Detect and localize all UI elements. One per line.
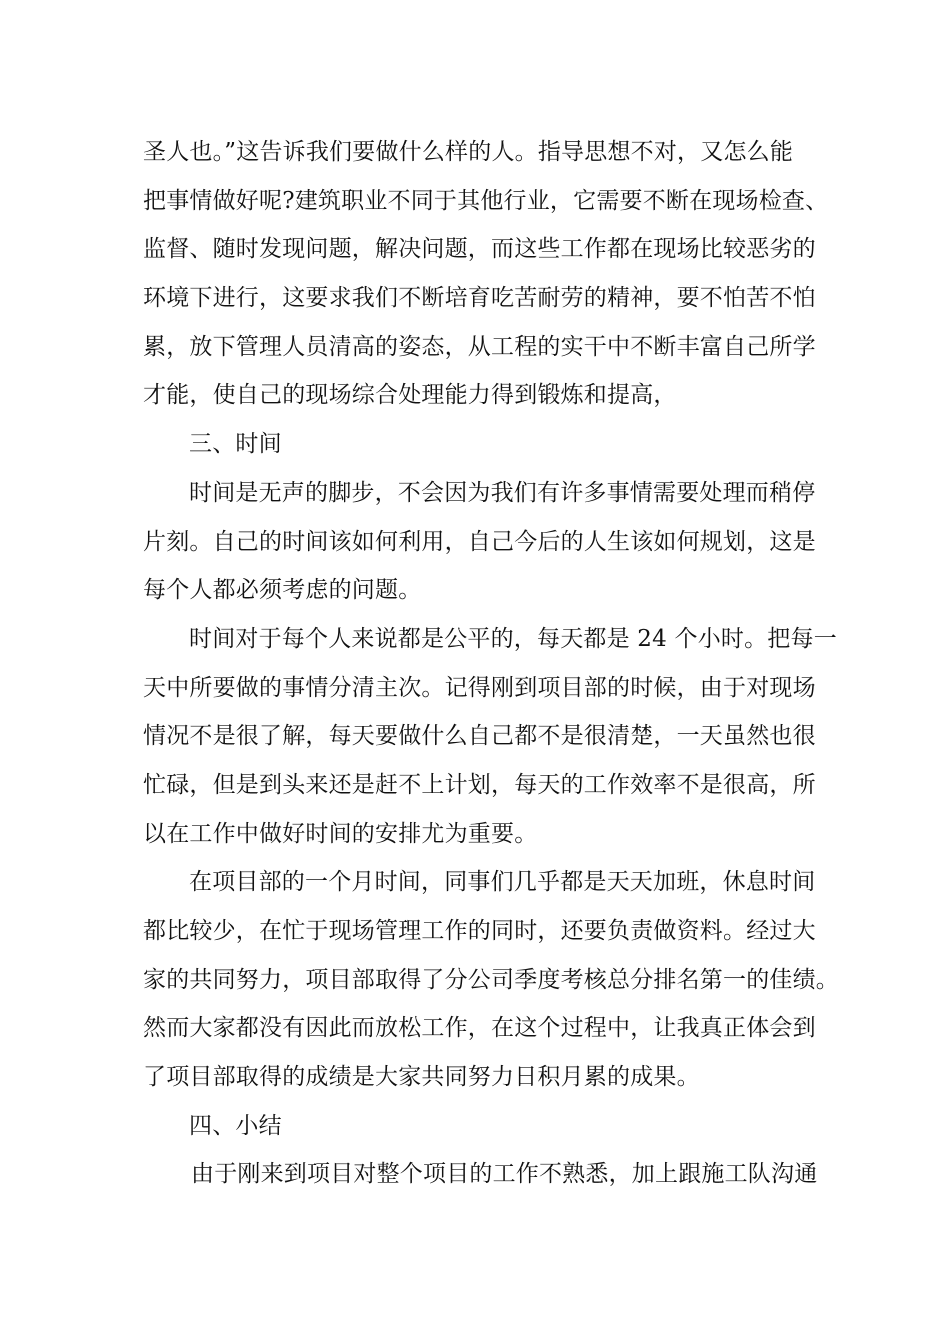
body-line: 才能，使自己的现场综合处理能力得到锻炼和提高，	[143, 382, 677, 409]
body-line: 累，放下管理人员清高的姿态，从工程的实干中不断丰富自己所学	[143, 333, 816, 360]
body-line: 每个人都必须考虑的问题。	[143, 577, 422, 604]
paragraph-first-line: 时间对于每个人来说都是公平的，每天都是 24 个小时。把每一	[189, 625, 837, 652]
body-line: 天中所要做的事情分清主次。记得刚到项目部的时候，由于对现场	[143, 674, 816, 701]
body-line: 环境下进行，这要求我们不断培育吃苦耐劳的精神，要不怕苦不怕	[143, 285, 816, 312]
body-line: 把事情做好呢?建筑职业不同于其他行业，它需要不断在现场检查、	[143, 187, 829, 214]
section-heading: 三、时间	[189, 431, 282, 458]
body-line: 监督、随时发现问题，解决问题，而这些工作都在现场比较恶劣的	[143, 236, 816, 263]
paragraph-first-line: 时间是无声的脚步，不会因为我们有许多事情需要处理而稍停	[189, 479, 816, 506]
paragraph-first-line: 由于刚来到项目对整个项目的工作不熟悉，加上跟施工队沟通	[191, 1161, 818, 1188]
body-line: 了项目部取得的成绩是大家共同努力日积月累的成果。	[143, 1064, 700, 1091]
body-line: 忙碌，但是到头来还是赶不上计划，每天的工作效率不是很高，所	[143, 771, 816, 798]
body-line: 家的共同努力，项目部取得了分公司季度考核总分排名第一的佳绩。	[143, 966, 839, 993]
document-body	[143, 128, 839, 1199]
body-line: 以在工作中做好时间的安排尤为重要。	[143, 820, 538, 847]
body-line: 情况不是很了解，每天要做什么自己都不是很清楚，一天虽然也很	[143, 723, 816, 750]
body-line: 片刻。自己的时间该如何利用，自己今后的人生该如何规划，这是	[143, 528, 816, 555]
paragraph-first-line: 在项目部的一个月时间，同事们几乎都是天天加班，休息时间	[189, 869, 816, 896]
section-heading: 四、小结	[189, 1112, 282, 1139]
body-line: 然而大家都没有因此而放松工作，在这个过程中，让我真正体会到	[143, 1015, 816, 1042]
body-line: 圣人也。”这告诉我们要做什么样的人。指导思想不对，又怎么能	[143, 139, 794, 165]
body-line: 都比较少，在忙于现场管理工作的同时，还要负责做资料。经过大	[143, 918, 816, 944]
